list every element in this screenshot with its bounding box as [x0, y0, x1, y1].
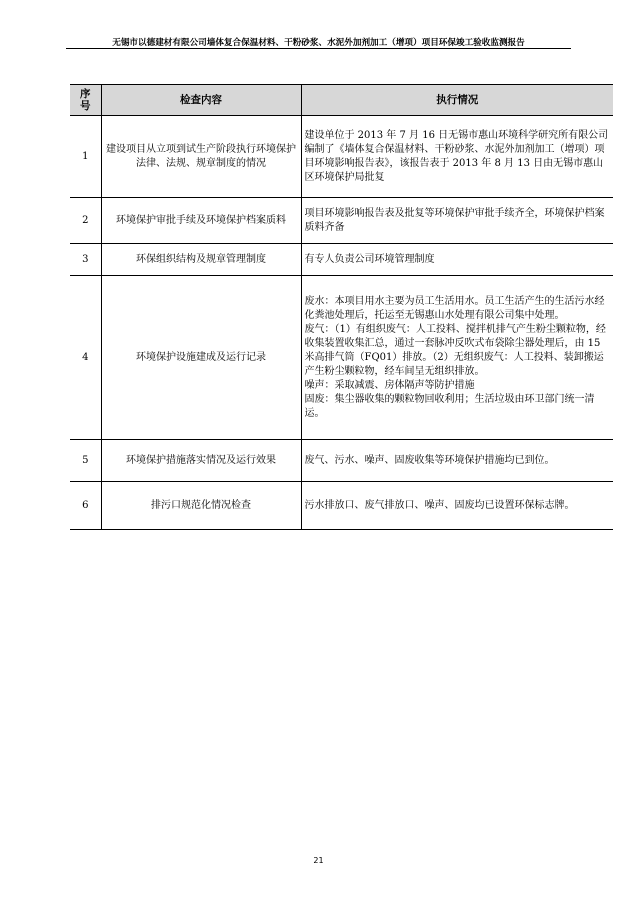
status-text: 有专人负责公司环境管理制度 [304, 253, 435, 265]
column-header-item: 检查内容 [101, 85, 301, 116]
header-rule [66, 48, 571, 49]
row-check-item: 建设项目从立项到试生产阶段执行环境保护法律、法规、规章制度的情况 [101, 116, 301, 198]
row-number: 6 [70, 482, 101, 530]
row-status [301, 440, 613, 482]
row-number: 1 [70, 116, 101, 198]
row-status [301, 116, 613, 198]
row-number: 3 [70, 244, 101, 276]
status-exhaust-gas: 废气：（1）有组织废气：人工投料、搅拌机排气产生粉尘颗粒物，经收集装置收集汇总，通过一套脉冲反吹式布袋除尘器处理后，由 15 米高排气筒（FQ01）排放。（2）无组织废气：人工投料、装卸搬运产生粉尘颗粒物，经车间呈无组织排放。 [304, 323, 606, 377]
row-check-item: 环境保护措施落实情况及运行效果 [101, 440, 301, 482]
table-header-row [70, 85, 613, 116]
row-check-item: 环境保护审批手续及环境保护档案质料 [101, 198, 301, 244]
table-row [70, 276, 613, 440]
column-header-no-bottom: 号 [80, 100, 91, 112]
row-number: 4 [70, 276, 101, 440]
inspection-table [70, 84, 613, 530]
column-header-no [70, 85, 101, 116]
row-check-item: 环境保护设施建成及运行记录 [101, 276, 301, 440]
column-header-no-top: 序 [80, 88, 91, 100]
status-text: 建设单位于 2013 年 7 月 16 日无锡市惠山环境科学研究所有限公司编制了《墙体复合保温材料、干粉砂浆、水泥外加剂加工（增项）项目环境影响报告表》，该报告表于 2013 年 8 月 13 日由无锡市惠山区环境保护局批复 [304, 129, 609, 183]
status-solid-waste: 固废：集尘器收集的颗粒物回收利用；生活垃圾由环卫部门统一清运。 [304, 393, 595, 419]
row-status [301, 482, 613, 530]
row-status [301, 276, 613, 440]
table-row [70, 116, 613, 198]
table-row [70, 244, 613, 276]
row-check-item: 环保组织结构及规章管理制度 [101, 244, 301, 276]
column-header-status: 执行情况 [301, 85, 613, 116]
row-status [301, 244, 613, 276]
row-number: 2 [70, 198, 101, 244]
row-check-item: 排污口规范化情况检查 [101, 482, 301, 530]
page-number: 21 [313, 856, 324, 865]
table-row [70, 482, 613, 530]
status-wastewater: 废水：本项目用水主要为员工生活用水。员工生活产生的生活污水经化粪池处理后，托运至无锡惠山水处理有限公司集中处理。 [304, 295, 605, 321]
table-row [70, 440, 613, 482]
row-number: 5 [70, 440, 101, 482]
table-row [70, 198, 613, 244]
status-text: 废气、污水、噪声、固废收集等环境保护措施均已到位。 [304, 454, 555, 466]
status-noise: 噪声：采取减震、房体隔声等防护措施 [304, 379, 475, 391]
row-status [301, 198, 613, 244]
page-header-title: 无锡市以德建材有限公司墙体复合保温材料、干粉砂浆、水泥外加剂加工（增项）项目环保竣工验收监测报告 [112, 38, 525, 48]
status-text: 项目环境影响报告表及批复等环境保护审批手续齐全，环境保护档案质料齐备 [304, 207, 605, 233]
status-text: 污水排放口、废气排放口、噪声、固废均已设置环保标志牌。 [304, 499, 575, 511]
